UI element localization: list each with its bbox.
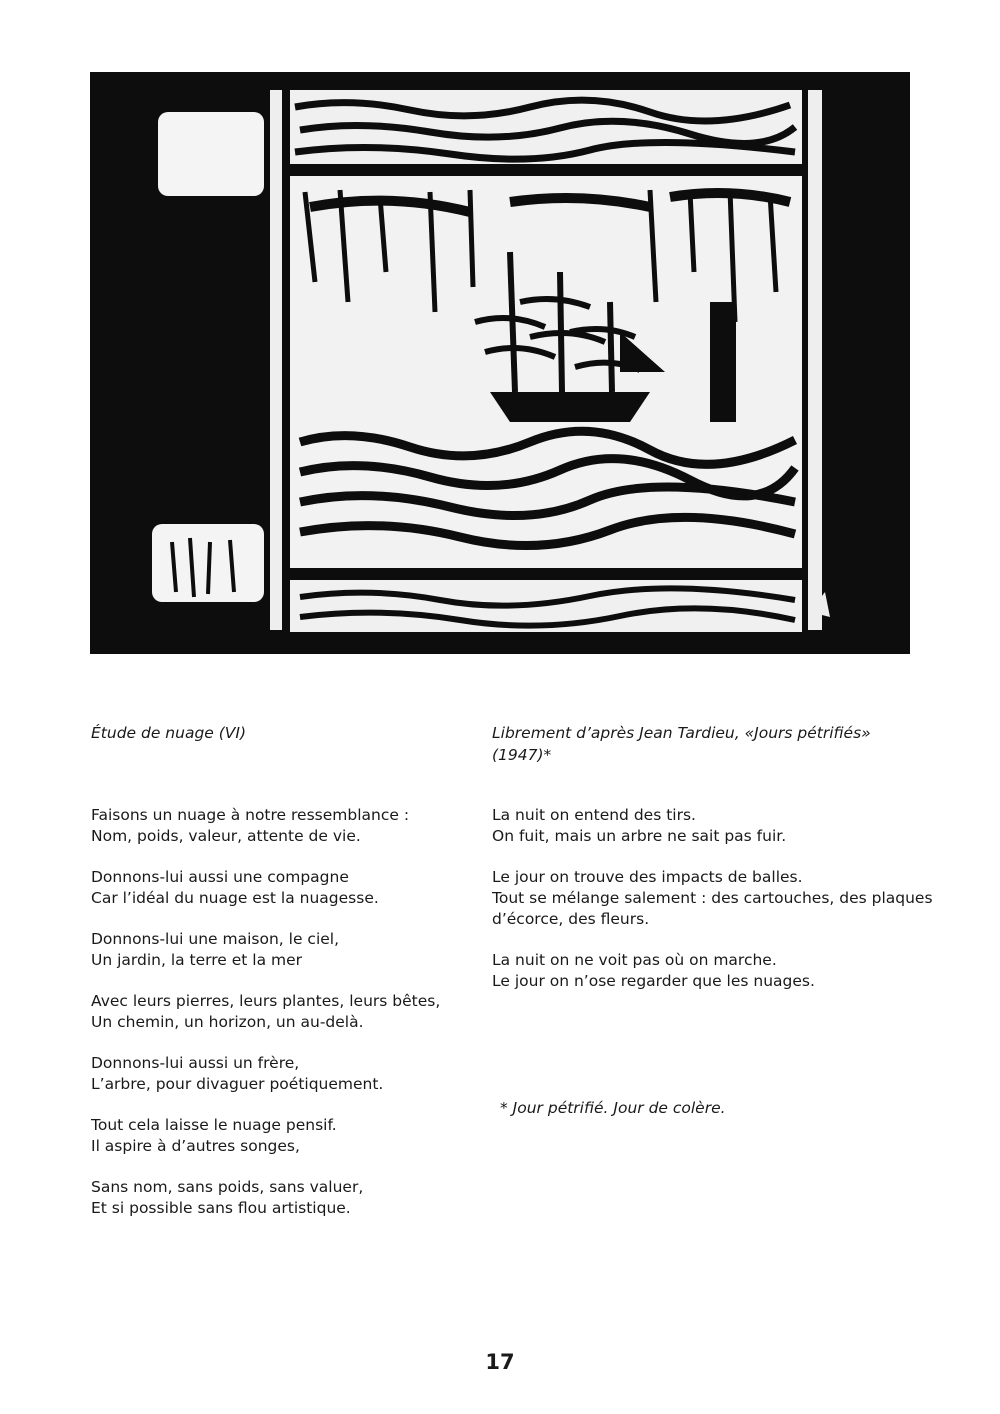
poem-line: Sans nom, sans poids, sans valuer,	[91, 1178, 364, 1196]
right-poem-title	[492, 722, 871, 766]
poem-line: Et si possible sans flou artistique.	[91, 1199, 351, 1217]
poem-line: d’écorce, des fleurs.	[492, 910, 650, 928]
poem-line: Tout cela laisse le nuage pensif.	[91, 1116, 337, 1134]
left-stanza	[91, 805, 471, 847]
poem-line: Un jardin, la terre et la mer	[91, 951, 303, 969]
right-stanza	[492, 805, 962, 847]
right-poem-body	[492, 805, 962, 1012]
poem-line: Il aspire à d’autres songes,	[91, 1137, 300, 1155]
poem-line: Faisons un nuage à notre ressemblance :	[91, 806, 410, 824]
right-poem-title-line-2: (1947)*	[492, 746, 552, 764]
poem-line: Donnons-lui aussi un frère,	[91, 1054, 300, 1072]
left-stanza	[91, 867, 471, 909]
poem-line: Donnons-lui aussi une compagne	[91, 868, 349, 886]
left-stanza	[91, 929, 471, 971]
right-stanza	[492, 867, 962, 930]
poem-line: Donnons-lui une maison, le ciel,	[91, 930, 340, 948]
poem-line: Car l’idéal du nuage est la nuagesse.	[91, 889, 379, 907]
left-stanza	[91, 1053, 471, 1095]
left-poem-title: Étude de nuage (VI)	[91, 724, 247, 742]
woodcut-print-image	[90, 72, 910, 654]
poem-line: La nuit on ne voit pas où on marche.	[492, 951, 777, 969]
poem-line: Tout se mélange salement : des cartouches, des plaques	[492, 889, 933, 907]
right-poem-title-line-1: Librement d’après Jean Tardieu, «Jours pétrifiés»	[492, 724, 871, 742]
poem-line: Le jour on trouve des impacts de balles.	[492, 868, 803, 886]
poem-line: Nom, poids, valeur, attente de vie.	[91, 827, 361, 845]
left-poem-body	[91, 805, 471, 1239]
poem-line: On fuit, mais un arbre ne sait pas fuir.	[492, 827, 787, 845]
footnote: * Jour pétrifié. Jour de colère.	[500, 1099, 726, 1117]
upper-left-tab-shape	[158, 112, 264, 196]
poem-line: La nuit on entend des tirs.	[492, 806, 696, 824]
poem-line: Avec leurs pierres, leurs plantes, leurs bêtes,	[91, 992, 441, 1010]
right-stanza	[492, 950, 962, 992]
poem-line: Le jour on n’ose regarder que les nuages.	[492, 972, 815, 990]
woodcut-print-svg	[90, 72, 910, 654]
page-number: 17	[485, 1350, 515, 1374]
left-stanza	[91, 991, 471, 1033]
poem-line: L’arbre, pour divaguer poétiquement.	[91, 1075, 384, 1093]
poem-line: Un chemin, un horizon, un au-delà.	[91, 1013, 364, 1031]
left-stanza	[91, 1115, 471, 1157]
left-stanza	[91, 1177, 471, 1219]
